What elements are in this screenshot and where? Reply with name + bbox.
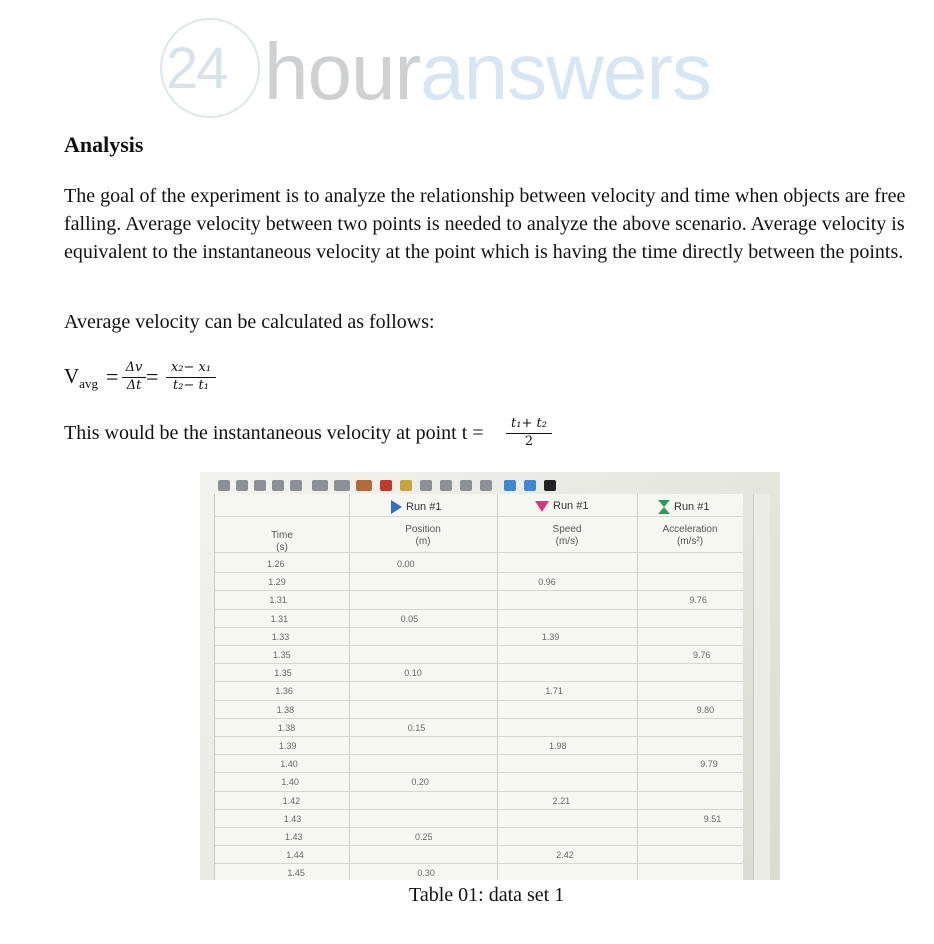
row-divider — [215, 736, 743, 737]
table-cell: 0.10 — [404, 668, 422, 679]
scrollbar — [753, 494, 770, 880]
table-cell: 1.43 — [285, 832, 303, 842]
row-divider — [215, 791, 743, 792]
column-run-header: Run #1 — [391, 500, 441, 514]
table-cell: 1.43 — [283, 813, 302, 824]
table-cell: 1.38 — [276, 704, 295, 715]
gear-icon — [524, 480, 536, 491]
table-cell: 1.40 — [280, 759, 298, 770]
table-cell: 0.30 — [417, 868, 435, 879]
table-cell: 1.39 — [279, 741, 297, 751]
table-cell: 1.71 — [545, 686, 563, 697]
table-cell: 1.33 — [271, 631, 290, 642]
pink-triangle-down-icon — [535, 501, 549, 512]
table-cell: 0.20 — [411, 777, 429, 788]
table-cell: 0.96 — [538, 577, 556, 588]
table-cell: 1.35 — [274, 668, 292, 679]
watermark-logo — [160, 16, 780, 124]
table-cell: 1.35 — [273, 650, 291, 660]
row-divider — [215, 754, 743, 755]
table-cell: 1.44 — [286, 850, 304, 861]
toolbar-icon — [236, 480, 248, 491]
row-divider — [215, 772, 743, 773]
row-divider — [215, 627, 743, 628]
column-label: Time (s) — [271, 530, 293, 553]
table-cell: 1.31 — [269, 595, 287, 606]
toolbar-icon — [334, 480, 350, 491]
table-cell: 1.40 — [281, 777, 299, 788]
table-cell: 1.29 — [268, 577, 286, 588]
fraction-midpoint: $\frac{\text{t₁+ t₂}}{2}$ — [506, 416, 552, 450]
midpoint-text: This would be the instantaneous velocity at point t = — [64, 422, 484, 444]
row-divider — [215, 809, 743, 810]
data-table — [214, 494, 743, 880]
table-cell: 1.38 — [277, 722, 296, 733]
row-divider — [215, 590, 743, 591]
table-cell: 1.31 — [270, 613, 289, 624]
logo-word-hour: hour — [264, 27, 421, 116]
table-cell: 0.25 — [415, 832, 433, 842]
table-cell: 2.21 — [552, 795, 571, 806]
toolbar-icon — [312, 480, 328, 491]
table-cell: 1.39 — [541, 631, 560, 642]
toolbar-icon — [420, 480, 432, 491]
row-divider — [215, 681, 743, 682]
midpoint-time-line — [64, 414, 664, 454]
fraction-dx-dt: $\frac{\text{x₂− x₁}}{\text{t₂− t₁}}$ — [166, 360, 216, 394]
column-label: Position (m) — [405, 524, 441, 547]
green-hourglass-icon — [658, 500, 670, 514]
table-cell: 9.51 — [703, 813, 722, 824]
row-divider — [215, 700, 743, 701]
table-cell: 1.26 — [267, 559, 285, 569]
table-cell: 0.15 — [407, 722, 426, 733]
table-cell: 9.76 — [689, 595, 707, 606]
logo-word-answers: answers — [420, 27, 712, 116]
table-cell: 9.80 — [696, 704, 715, 715]
toolbar-icon — [272, 480, 284, 491]
data-table-photo — [200, 472, 780, 880]
toolbar-icon — [218, 480, 230, 491]
table-cell: 0.05 — [400, 613, 419, 624]
row-divider — [215, 863, 743, 864]
toolbar-icon — [460, 480, 472, 491]
column-label: Acceleration (m/s²) — [662, 524, 718, 547]
software-toolbar — [214, 476, 594, 496]
toolbar-icon — [356, 480, 372, 491]
fraction-dv-dt: $\frac{\Delta v}{\Delta t}$ — [122, 360, 146, 394]
toolbar-icon — [254, 480, 266, 491]
equals-sign-2: = — [146, 364, 159, 389]
table-caption: Table 01: data set 1 — [409, 884, 565, 906]
row-divider — [215, 827, 743, 828]
column-label: Speed (m/s) — [552, 524, 582, 547]
table-cell: 9.79 — [700, 759, 718, 770]
toolbar-icon — [480, 480, 492, 491]
table-cell: 1.36 — [275, 686, 293, 697]
column-run-header: Run #1 — [535, 500, 588, 512]
row-divider — [215, 663, 743, 664]
toolbar-icon — [504, 480, 516, 491]
logo-number: 24 — [166, 36, 227, 101]
section-heading: Analysis — [64, 132, 144, 157]
row-divider — [215, 845, 743, 846]
logo-wordmark — [264, 27, 712, 116]
grid-line — [215, 516, 743, 517]
toolbar-icon — [400, 480, 412, 491]
formula-intro: Average velocity can be calculated as follows: — [64, 311, 435, 333]
table-cell: 1.45 — [287, 868, 305, 879]
analysis-paragraph: The goal of the experiment is to analyze the relationship between velocity and time when objects are free falling. Average velocity between two points is needed to analyze the above scenario. Average velocity is equivalent to the instantaneous velocity at the point which is having the time directly between the points. — [64, 185, 906, 263]
table-cell: 2.42 — [556, 850, 574, 861]
equals-sign: = — [106, 364, 119, 389]
row-divider — [215, 718, 743, 719]
table-cell: 9.76 — [693, 650, 711, 660]
table-cell: 1.98 — [549, 741, 567, 751]
toolbar-icon — [290, 480, 302, 491]
row-divider — [215, 572, 743, 573]
table-cell: 1.42 — [282, 795, 301, 806]
row-divider — [215, 609, 743, 610]
toolbar-icon — [440, 480, 452, 491]
blue-triangle-right-icon — [391, 500, 402, 514]
average-velocity-formula — [64, 358, 364, 402]
eye-icon — [544, 480, 556, 491]
formula-lhs: $V_{avg}$ — [64, 364, 98, 392]
row-divider — [215, 645, 743, 646]
column-run-header: Run #1 — [658, 500, 709, 514]
sigma-icon — [380, 480, 392, 491]
table-cell: 0.00 — [397, 559, 415, 569]
